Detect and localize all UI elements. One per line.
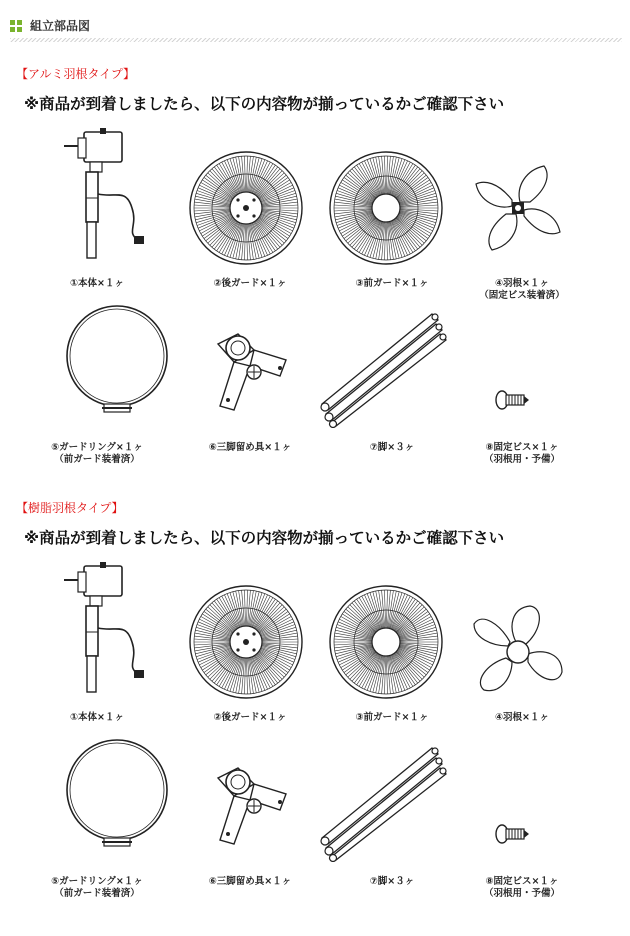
- part-label: ⑦脚×３ヶ: [369, 876, 415, 887]
- part-label: ④羽根×１ヶ: [494, 278, 549, 289]
- fan-blade-icon: [468, 158, 568, 258]
- part-caption: [180, 712, 320, 724]
- part-label: ②後ガード×１ヶ: [213, 278, 287, 289]
- part-label: ⑧固定ビス×１ヶ: [485, 442, 559, 453]
- part-caption: [27, 712, 167, 724]
- leg-rods-icon: [312, 308, 462, 428]
- contents-notice: ※商品が到着しましたら、以下の内容物が揃っているかご確認下さい: [24, 529, 505, 547]
- part-note: （羽根用・予備）: [483, 888, 560, 899]
- part-caption: [452, 712, 592, 724]
- fan-motor-body-icon: [56, 128, 156, 268]
- part-note: （前ガード装着済）: [54, 454, 140, 465]
- grid-square-icon: [10, 20, 22, 32]
- part-caption: [322, 278, 462, 290]
- part-label: ③前ガード×１ヶ: [355, 278, 429, 289]
- rear-guard-icon: [186, 582, 306, 702]
- fan-blade-icon: [468, 602, 568, 702]
- header-divider: [10, 38, 622, 42]
- part-label: ⑤ガードリング×１ヶ: [51, 442, 143, 453]
- leg-rods-icon: [312, 742, 462, 862]
- contents-notice: ※商品が到着しましたら、以下の内容物が揃っているかご確認下さい: [24, 95, 505, 113]
- rear-guard-icon: [186, 148, 306, 268]
- part-label: ②後ガード×１ヶ: [213, 712, 287, 723]
- fan-motor-body-icon: [56, 562, 156, 702]
- part-caption: [452, 876, 592, 900]
- front-guard-icon: [326, 582, 446, 702]
- part-label: ⑤ガードリング×１ヶ: [51, 876, 143, 887]
- part-caption: [322, 712, 462, 724]
- type-label-aluminum: 【アルミ羽根タイプ】: [16, 67, 136, 81]
- part-caption: [27, 442, 167, 466]
- part-note: （羽根用・予備）: [483, 454, 560, 465]
- type-label-resin: 【樹脂羽根タイプ】: [16, 501, 124, 515]
- part-caption: [27, 278, 167, 290]
- part-label: ⑧固定ビス×１ヶ: [485, 876, 559, 887]
- guard-ring-icon: [62, 734, 172, 864]
- part-caption: [452, 278, 592, 302]
- tripod-bracket-icon: [198, 320, 298, 420]
- part-caption: [180, 278, 320, 290]
- tripod-bracket-icon: [198, 754, 298, 854]
- screw-icon: [492, 820, 532, 850]
- screw-icon: [492, 386, 532, 416]
- part-label: ①本体×１ヶ: [69, 278, 124, 289]
- part-caption: [180, 442, 320, 454]
- part-caption: [452, 442, 592, 466]
- section-header: [10, 18, 622, 48]
- part-label: ⑥三脚留め具×１ヶ: [208, 876, 292, 887]
- part-label: ③前ガード×１ヶ: [355, 712, 429, 723]
- page-title: 組立部品図: [30, 19, 91, 33]
- part-note: （固定ビス装着済）: [479, 290, 565, 301]
- part-caption: [322, 876, 462, 888]
- part-note: （前ガード装着済）: [54, 888, 140, 899]
- part-caption: [180, 876, 320, 888]
- part-label: ④羽根×１ヶ: [494, 712, 549, 723]
- front-guard-icon: [326, 148, 446, 268]
- part-label: ⑥三脚留め具×１ヶ: [208, 442, 292, 453]
- part-label: ①本体×１ヶ: [69, 712, 124, 723]
- part-label: ⑦脚×３ヶ: [369, 442, 415, 453]
- part-caption: [322, 442, 462, 454]
- guard-ring-icon: [62, 300, 172, 430]
- part-caption: [27, 876, 167, 900]
